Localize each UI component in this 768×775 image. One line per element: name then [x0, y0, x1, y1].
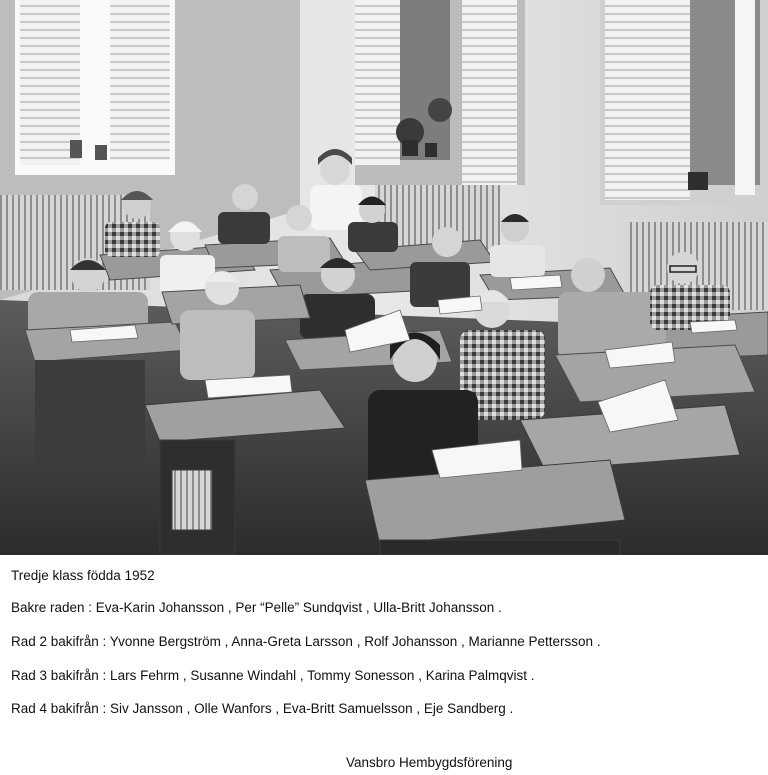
caption-row-4: Rad 4 bakifrån : Siv Jansson , Olle Wanfors , Eva-Britt Samuelsson , Eje Sandberg . [11, 701, 514, 716]
caption-row-back: Bakre raden : Eva-Karin Johansson , Per “Pelle” Sundqvist , Ulla-Britt Johansson . [11, 600, 502, 615]
caption-row-3: Rad 3 bakifrån : Lars Fehrm , Susanne Windahl , Tommy Sonesson , Karina Palmqvist . [11, 668, 535, 683]
desk-leg-left [35, 360, 145, 470]
photo-credit: Vansbro Hembygdsförening [346, 755, 513, 770]
window-center [355, 0, 525, 185]
caption-title: Tredje klass födda 1952 [11, 568, 155, 583]
window-left [15, 0, 175, 175]
caption-row-2: Rad 2 bakifrån : Yvonne Bergström , Anna-Greta Larsson , Rolf Johansson , Marianne Pettersson . [11, 634, 601, 649]
window-right [600, 0, 768, 205]
